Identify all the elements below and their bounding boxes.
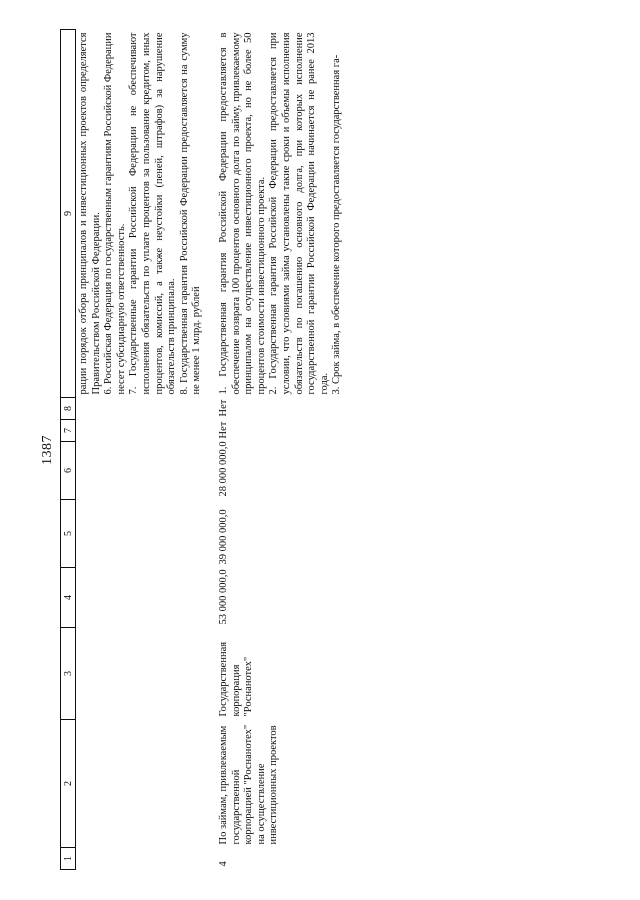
header-col-8: 8 — [61, 398, 76, 420]
conditions-cell — [76, 30, 204, 398]
header-col-4: 4 — [61, 568, 76, 628]
header-col-6: 6 — [61, 442, 76, 500]
regress-cell: Нет — [217, 421, 229, 439]
condition-text: 3. Срок займа, в обеспечение которого предоставляется государственная га- — [331, 54, 343, 395]
condition-text: 6. Российская Федерация по государственным гарантиям Российской Федерации несет субсидиарную ответственность. — [103, 32, 127, 395]
conditions-cell — [204, 30, 344, 398]
amount-cell: 39 000 000,0 — [217, 509, 229, 565]
header-col-7: 7 — [61, 420, 76, 442]
table-row-continued — [76, 30, 204, 870]
table-row — [204, 30, 344, 870]
amount-cell: 53 000 000,0 — [217, 569, 229, 625]
condition-text: 1. Государственная гарантия Российской Федерации предоставляется в обеспечение возврата 100 процентов основного долга по займу, привлекаемому принципалом на осуществление инвестиционного проекта, но не более 50 процентов стоимости инвестиционного проекта. — [217, 32, 267, 395]
rotated-content — [40, 30, 600, 870]
guarantee-table — [60, 29, 344, 870]
check-cell: Нет — [217, 399, 229, 417]
header-col-1: 1 — [61, 848, 76, 870]
amount-cell: 28 000 000,0 — [217, 441, 229, 497]
condition-text: рации порядок отбора принципалов и инвестиционных проектов определяется Правительством Российской Федерации. — [78, 32, 102, 395]
header-row — [61, 30, 76, 870]
page-number: 1387 — [40, 435, 55, 465]
condition-text: 8. Государственная гарантия Российской Федерации предоставляется на сумму не менее 1 млрд. рублей — [178, 32, 203, 395]
condition-text: 2. Государственная гарантия Российской Федерации предоставляется при условии, что условиями займа установлены такие сроки и объемы исполнения обязательств по погашению основного долга, при которых исполнение государственной гарантии Российской Федерации начинается не ранее 2013 года. — [268, 32, 330, 395]
header-col-3: 3 — [61, 628, 76, 720]
row-number: 4 — [217, 861, 229, 867]
header-col-5: 5 — [61, 500, 76, 568]
principal-cell: Государственная корпорация "Роснанотех" — [217, 641, 255, 717]
header-col-9: 9 — [61, 30, 76, 398]
purpose-cell: По займам, привлекаемым государственной корпорацией "Роснанотех" на осуществление инвестиционных проектов — [217, 724, 280, 845]
condition-text: 7. Государственные гарантии Российской Федерации не обеспечивают исполнения обязательств по уплате процентов за пользование кредитом, иных процентов, комиссий, а также неустойки (пеней, штрафов) за нарушение обязательств принципала. — [128, 32, 178, 395]
header-col-2: 2 — [61, 720, 76, 848]
